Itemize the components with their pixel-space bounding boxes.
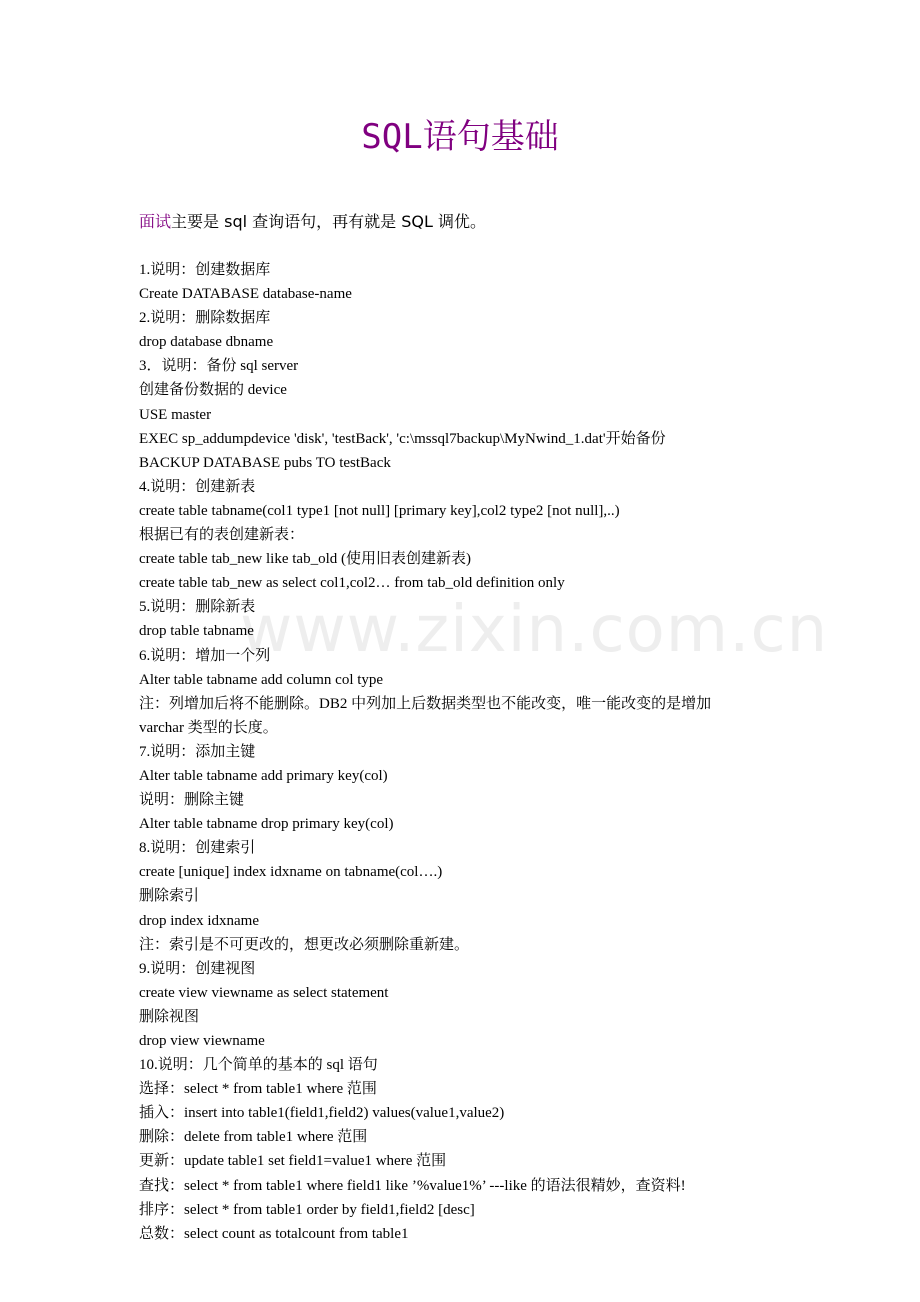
- text-line: drop database dbname: [139, 334, 274, 351]
- watermark: www.zixin.com.cn: [240, 593, 829, 667]
- intro-text: 主要是 sql 查询语句，再有就是 SQL 调优。: [171, 212, 486, 231]
- text-line: 1.说明：创建数据库: [139, 262, 271, 278]
- text-line: 4.说明：创建新表: [139, 478, 256, 495]
- text-line: Alter table tabname drop primary key(col): [139, 816, 394, 833]
- text-line: create table tab_new as select col1,col2… from tab_old definition only: [139, 575, 565, 592]
- text-line: 插入：insert into table1(field1,field2) values(value1,value2): [139, 1105, 505, 1122]
- text-line: 注：列增加后将不能删除。DB2 中列加上后数据类型也不能改变，唯一能改变的是增加: [139, 695, 712, 712]
- text-line: 删除索引: [139, 888, 200, 905]
- text-line: 5.说明：删除新表: [139, 599, 256, 616]
- text-line: 创建备份数据的 device: [139, 382, 287, 399]
- text-line: Create DATABASE database-name: [139, 286, 352, 303]
- text-line: 更新：update table1 set field1=value1 where 范围: [139, 1153, 447, 1170]
- text-line: 3．说明：备份 sql server: [139, 358, 299, 375]
- text-line: 9.说明：创建视图: [139, 960, 256, 977]
- text-line: drop view viewname: [139, 1033, 265, 1049]
- text-line: 根据已有的表创建新表：: [139, 527, 305, 544]
- intro-line: [139, 210, 799, 234]
- document-body: [139, 258, 829, 1246]
- text-line: create [unique] index idxname on tabname(col….): [139, 864, 443, 881]
- text-line: 8.说明：创建索引: [139, 840, 256, 857]
- text-line: 删除：delete from table1 where 范围: [139, 1129, 368, 1146]
- text-line: drop index idxname: [139, 912, 259, 929]
- text-line: EXEC sp_addumpdevice 'disk', 'testBack', 'c:\mssql7backup\MyNwind_1.dat'开始备份: [139, 430, 666, 447]
- text-line: 查找：select * from table1 where field1 like ’%value1%’ ---like 的语法很精妙，查资料!: [139, 1177, 686, 1194]
- text-line: BACKUP DATABASE pubs TO testBack: [139, 454, 391, 471]
- text-line: 2.说明：删除数据库: [139, 310, 271, 327]
- text-line: 选择：select * from table1 where 范围: [139, 1081, 377, 1098]
- text-line: 总数：select count as totalcount from table1: [139, 1225, 409, 1242]
- page-title: SQL语句基础: [361, 117, 559, 157]
- text-line: create table tab_new like tab_old (使用旧表创建新表): [139, 551, 471, 568]
- text-line: 10.说明：几个简单的基本的 sql 语句: [139, 1057, 378, 1074]
- text-line: 注：索引是不可更改的，想更改必须删除重新建。: [139, 936, 470, 953]
- text-line: Alter table tabname add primary key(col): [139, 767, 388, 784]
- text-line: 删除视图: [139, 1008, 200, 1025]
- text-line: 排序：select * from table1 order by field1,field2 [desc]: [139, 1201, 475, 1218]
- text-line: drop table tabname: [139, 623, 254, 640]
- text-line: create table tabname(col1 type1 [not null] [primary key],col2 type2 [not null],..): [139, 502, 620, 519]
- intro-highlight: 面试: [139, 212, 172, 231]
- text-line: USE master: [139, 406, 212, 423]
- text-line: varchar 类型的长度。: [139, 719, 278, 736]
- text-line: 7.说明：添加主键: [139, 743, 256, 760]
- text-line: Alter table tabname add column col type: [139, 671, 384, 688]
- text-line: 说明：删除主键: [139, 792, 245, 809]
- text-line: 6.说明：增加一个列: [139, 647, 271, 664]
- text-line: create view viewname as select statement: [139, 984, 389, 1001]
